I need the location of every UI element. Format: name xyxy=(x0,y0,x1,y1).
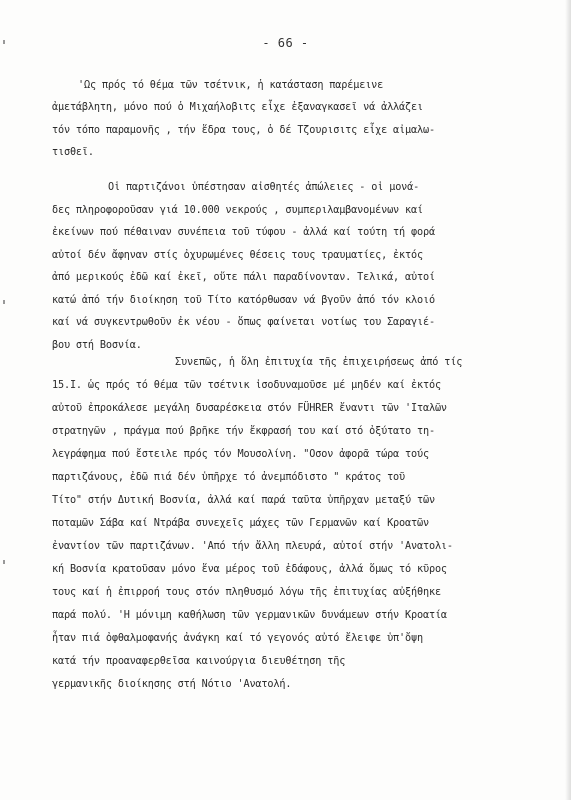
text-line: τισθεῖ. xyxy=(52,147,94,158)
text-line: κατώ ἀπό τήν διοίκηση τοῦ Τίτο κατόρθωσαν νά βγοῦν ἀπό τόν κλοιό xyxy=(52,295,435,306)
text-line: ἀπό μερικούς ἐδῶ καί ἐκεῖ, οὔτε πάλι παραδίνονταν. Τελικά, αὐτοί xyxy=(52,272,435,283)
text-line: λεγράφημα πού ἔστειλε πρός τόν Μουσολίνη. "Οσον ἀφορᾶ τώρα τούς xyxy=(52,449,429,460)
page-edge-shadow xyxy=(565,0,571,800)
text-line: ἐναντίον τῶν παρτιζάνων. 'Από τήν ἄλλη πλευρά, αὐτοί στήν 'Ανατολι- xyxy=(52,541,453,552)
text-line: παρά πολύ. 'Η μόνιμη καθήλωση τῶν γερμανικῶν δυνάμεων στήν Κροατία xyxy=(52,610,447,621)
text-line: γερμανικῆς διοίκησης στή Νότιο 'Ανατολή. xyxy=(52,679,292,690)
text-line: αὐτοί δέν ἄφηναν στίς ὀχυρωμένες θέσεις τους τραυματίες, ἐκτός xyxy=(52,250,423,261)
page-number: - 66 - xyxy=(262,36,309,50)
text-line: κατά τήν προαναφερθεῖσα καινούργια διευθέτηση τῆς xyxy=(52,656,346,667)
text-line: τους καί ἡ ἐπιρροή τους στόν πληθυσμό λόγω τῆς ἐπιτυχίας αὐξήθηκε xyxy=(52,587,441,598)
scan-mark xyxy=(3,300,5,304)
text-line: ἦταν πιά ὀφθαλμοφανής ἀνάγκη καί τό γεγονός αὐτό ἔλειφε ὑπ'ὄψη xyxy=(52,633,423,644)
text-line: βου στή Βοσνία. xyxy=(52,340,142,351)
text-line: Οἱ παρτιζάνοι ὑπέστησαν αἰσθητές ἀπώλειες - οἱ μονά- xyxy=(108,182,420,193)
scan-mark xyxy=(3,560,5,564)
scan-mark xyxy=(3,40,5,44)
text-line: δες πληροφοροῦσαν γιά 10.000 νεκρούς , συμπεριλαμβανομένων καί xyxy=(52,205,423,216)
text-line: στρατηγῶν , πράγμα πού βρῆκε τήν ἔκφρασή του καί στό ὀξύτατο τη- xyxy=(52,426,435,437)
text-line: Συνεπῶς, ἡ ὅλη ἐπιτυχία τῆς ἐπιχειρήσεως ἀπό τίς xyxy=(175,357,463,368)
text-line: τόν τόπο παραμονῆς , τήν ἕδρα τους, ὁ δέ Τζουρισιτς εἶχε αἰμαλω- xyxy=(52,125,435,136)
text-line: Τίτο" στήν Δυτική Βοσνία, ἀλλά καί παρά ταῦτα ὑπῆρχαν μεταξύ τῶν xyxy=(52,495,435,506)
text-line: καί νά συγκεντρωθοῦν ἐκ νέου - ὅπως φαίνεται νοτίως του Σαραγιέ- xyxy=(52,317,435,328)
text-line: ἐκείνων πού πέθαιναν συνέπεια τοῦ τύφου - ἀλλά καί τούτη τή φορά xyxy=(52,227,435,238)
text-line: ποταμῶν Σάβα καί Ντράβα συνεχεῖς μάχες τῶν Γερμανῶν καί Κροατῶν xyxy=(52,518,429,529)
text-line: παρτιζάνους, ἐδῶ πιά δέν ὑπῆρχε τό ἀνεμπόδιστο " κράτος τοῦ xyxy=(52,472,406,483)
text-line: 'Ως πρός τό θέμα τῶν τσέτνικ, ἡ κατάσταση παρέμεινε xyxy=(78,80,384,91)
text-line: αὐτοῦ ἐπροκάλεσε μεγάλη δυσαρέσκεια στόν FÜHRER ἔναντι τῶν 'Ιταλῶν xyxy=(52,403,447,414)
text-line: 15.I. ὡς πρός τό θέμα τῶν τσέτνικ ἰσοδυναμοῦσε μέ μηδέν καί ἐκτός xyxy=(52,380,441,391)
text-line: κή Βοσνία κρατοῦσαν μόνο ἕνα μέρος τοῦ ἐδάφους, ἀλλά ὅμως τό κῦρος xyxy=(52,564,447,575)
text-line: ἀμετάβλητη, μόνο πού ὁ Μιχαήλοβιτς εἶχε ἐξαναγκασεῖ νά ἀλλάζει xyxy=(52,102,423,113)
